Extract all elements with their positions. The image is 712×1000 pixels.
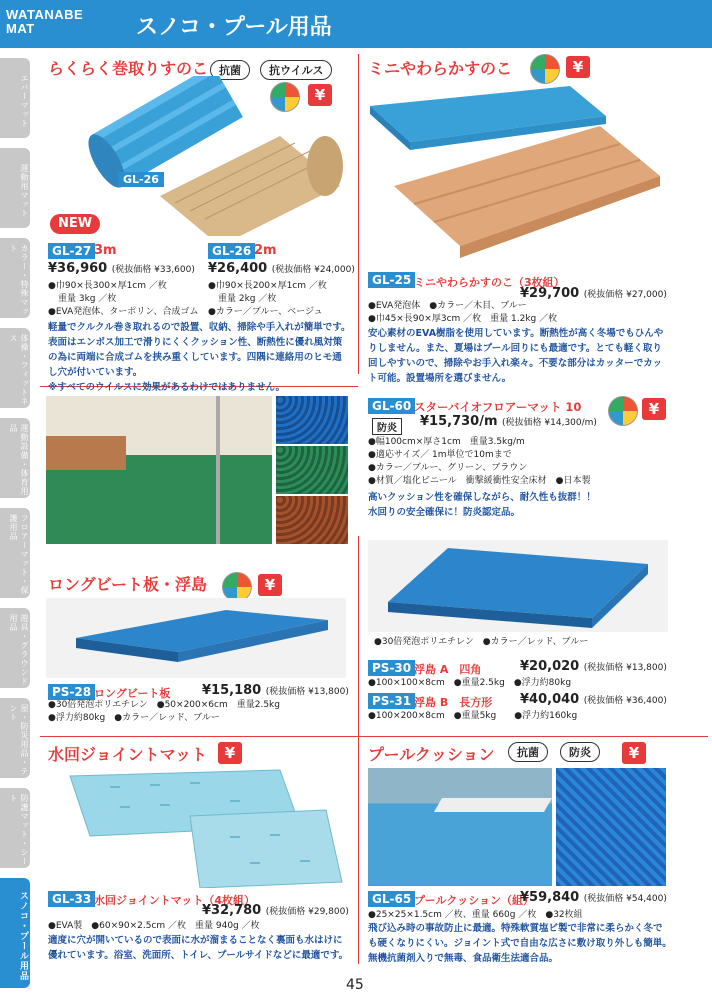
spec-ps28: ●30倍発泡ポリエチレン ●50×200×6cm 重量2.5kg ●浮力約80kg ●カラー／レッド、ブルー — [48, 700, 280, 723]
green-swatch — [276, 446, 348, 494]
sidebar-tab-color-mat[interactable]: カラー・特殊マット — [0, 238, 30, 318]
product-code-gl65: GL-65 — [368, 891, 415, 907]
spec-color: ●カラー／ブルー、ベージュ — [208, 307, 323, 317]
joint-mat-title: 水回ジョイントマット — [48, 745, 208, 764]
fireproof-badge: 防炎 — [560, 742, 600, 762]
product-name-ps30: 浮島 A 四角 — [414, 663, 482, 676]
pool-cushion-description: 飛び込み時の事故防止に最適。特殊軟質塩ビ製で非常に柔らかく冬で も硬くなりにくい。ジョイント式で自由な広さに敷け取り外しも簡単。 無機抗菌剤入りで無毒、食品衛生法適合品。 — [368, 923, 672, 964]
product-code-gl25: GL-25 — [368, 272, 415, 288]
pool-cushion-title: プールクッション — [368, 745, 495, 764]
size-gl26: 2m — [254, 243, 277, 258]
product-code-gl60: GL-60 — [368, 398, 415, 414]
price-ps31: ¥40,040 (税抜価格 ¥36,400) — [520, 692, 667, 707]
sidebar-tab-disaster[interactable]: 屋・防災用品・テント — [0, 698, 30, 778]
page-number: 45 — [346, 977, 364, 993]
floor-mat-description: 高いクッション性を確保しながら、耐久性も抜群！！ 水回りの安全確保に！防炎認定品。 — [368, 492, 596, 518]
sidebar-tab-playground[interactable]: 遊具・グラウンド用品 — [0, 608, 30, 688]
photo-label-gl26: GL-26 — [118, 172, 164, 187]
sidebar-tab-protection[interactable]: 防護マット・シート — [0, 788, 30, 868]
page-header — [0, 0, 712, 48]
color-sample-seal-icon — [608, 396, 638, 426]
divider-vertical-mid — [358, 536, 359, 736]
sidebar-tab-ever-mat[interactable]: エバーマット — [0, 58, 30, 138]
antivirus-badge: 抗ウイルス — [260, 60, 332, 80]
price-ps30: ¥20,020 (税抜価格 ¥13,800) — [520, 659, 667, 674]
brand-line2: MAT — [6, 21, 35, 36]
joint-mat-photo — [50, 766, 346, 888]
sidebar-tab-sunoko-pool[interactable]: スノコ・プール用品 — [0, 878, 30, 988]
product-code-gl33: GL-33 — [48, 891, 95, 907]
cushion-closeup-photo — [556, 768, 666, 886]
price-ps28: ¥15,180 (税抜価格 ¥13,800) — [202, 683, 349, 698]
bathroom-photo — [46, 396, 272, 544]
color-sample-seal-icon — [530, 54, 560, 84]
new-badge: NEW — [50, 214, 100, 234]
product-code-ps31: PS-31 — [368, 693, 415, 709]
joint-mat-description: 適度に穴が開いているので表面に水が溜まることなく裏面も水はけに 優れています。浴室、洗面所、トイレ、プールサイドなどに最適です。 — [48, 935, 349, 961]
fireproof-badge: 防炎 — [372, 418, 402, 435]
yen-icon: ¥ — [622, 742, 646, 764]
roll-mat-description: 軽量でクルクル巻き取れるので設置、収納、掃除や手入れが簡単です。 表面はエンボス加工で滑りにくくクッション性、断熱性に優れ風対策 の為に両端に合成ゴムを挟み重くしています。四隅に連絡用のヒモ通 し穴が付いています。 ※すべてのウイルスに効果があるわけではありません。 — [48, 322, 351, 393]
page-title: スノコ・プール用品 — [136, 15, 332, 40]
price-gl65: ¥59,840 (税抜価格 ¥54,400) — [520, 890, 667, 905]
price-gl33: ¥32,780 (税抜価格 ¥29,800) — [202, 903, 349, 918]
roll-mat-title: らくらく巻取りすのこ — [48, 59, 209, 78]
size-gl27: 3m — [94, 243, 117, 258]
price-gl25: ¥29,700 (税抜価格 ¥27,000) — [520, 286, 667, 301]
product-name-ps31: 浮島 B 長方形 — [414, 696, 493, 709]
mini-mat-description: 安心素材のEVA樹脂を使用しています。断熱性が高く冬場でもひんや りしません。また、夏場はプール回りにも最適です。とても軽く取り 回しやすいので、掃除やお手入れ楽々。不要な部分はカッターでカッ ト可能。設置場所を選びません。 — [368, 328, 664, 384]
spec-gl60: ●幅100cm×厚さ1cm 重量3.5kg/m ●適応サイズ／ 1m単位で10mまで ●カラー／ブルー、グリーン、ブラウン ●材質／塩化ビニール 衝撃緩衝性安全床材 ●日本製 — [368, 437, 591, 486]
spec-material: ●EVA発泡体、ターポリン、合成ゴム — [48, 307, 199, 317]
divider-vertical-top — [358, 54, 359, 374]
brown-swatch — [276, 496, 348, 544]
antibacterial-badge: 抗菌 — [210, 60, 250, 80]
sidebar-tab-equipment[interactable]: 運動設備・体育用品 — [0, 418, 30, 498]
price-gl26: ¥26,400 (税抜価格 ¥24,000) — [208, 261, 355, 276]
divider-vertical-bottom — [358, 736, 359, 964]
product-name-gl33: 水回ジョイントマット（4枚組） — [94, 894, 255, 907]
product-code-ps28: PS-28 — [48, 684, 95, 700]
divider-h2 — [40, 736, 708, 737]
product-code-gl26: GL-26 — [208, 243, 255, 259]
product-name-gl25: ミニやわらかすのこ（3枚組） — [414, 276, 565, 289]
yen-icon: ¥ — [566, 56, 590, 78]
sidebar-tab-exercise-mat[interactable]: 運動用マット — [0, 148, 30, 228]
spec-gl25: ●EVA発泡体 ●カラー／木目、ブルー ●巾45×長90×厚3cm ／枚 重量 1.2kg ／枚 — [368, 301, 558, 324]
spec-gl26: ●巾90×長200×厚1cm ／枚 重量 2kg ／枚 — [208, 281, 327, 304]
product-name-ps28: ロングビート板 — [94, 687, 171, 700]
price-gl27: ¥36,960 (税抜価格 ¥33,600) — [48, 261, 195, 276]
float-island-photo — [368, 540, 668, 632]
product-code-ps30: PS-30 — [368, 660, 415, 676]
spec-ps31: ●100×200×8cm ●重量5kg ●浮力約160kg — [368, 711, 578, 721]
yen-icon: ¥ — [258, 574, 282, 596]
product-name-gl65: プールクッション（組） — [414, 894, 535, 907]
beat-board-title: ロングビート板・浮島 — [48, 575, 208, 594]
antibacterial-badge: 抗菌 — [508, 742, 548, 762]
product-code-gl27: GL-27 — [48, 243, 95, 259]
mini-mat-photo — [370, 86, 670, 266]
spec-gl33: ●EVA製 ●60×90×2.5cm ／枚 重量 940g ／枚 — [48, 921, 260, 931]
product-name-gl60: スターバイオフロアーマット 10 — [414, 400, 582, 414]
price-gl60: ¥15,730/m (税抜価格 ¥14,300/m) — [420, 414, 597, 429]
sidebar-tab-floor-mat[interactable]: フロアーマット・保護用品 — [0, 508, 30, 598]
pool-photo — [368, 768, 552, 886]
blue-swatch — [276, 396, 348, 444]
spec-gl65: ●25×25×1.5cm ／枚、重量 660g ／枚 ●32枚組 — [368, 910, 583, 920]
spec-ps30: ●100×100×8cm ●重量2.5kg ●浮力約80kg — [368, 678, 572, 688]
yen-icon: ¥ — [218, 742, 242, 764]
sidebar-tab-fitness[interactable]: 体操・フィットネス — [0, 328, 30, 408]
yen-icon: ¥ — [642, 398, 666, 420]
yen-icon: ¥ — [308, 84, 332, 106]
brand-line1: WATANABE — [6, 7, 84, 22]
mini-mat-title: ミニやわらかすのこ — [368, 59, 513, 78]
spec-gl27: ●巾90×長300×厚1cm ／枚 重量 3kg ／枚 — [48, 281, 167, 304]
brand-logo — [6, 8, 83, 36]
spec-float-island: ●30倍発泡ポリエチレン ●カラー／レッド、ブルー — [374, 637, 589, 647]
beat-board-photo — [46, 598, 346, 678]
roll-mat-photo — [80, 76, 350, 236]
